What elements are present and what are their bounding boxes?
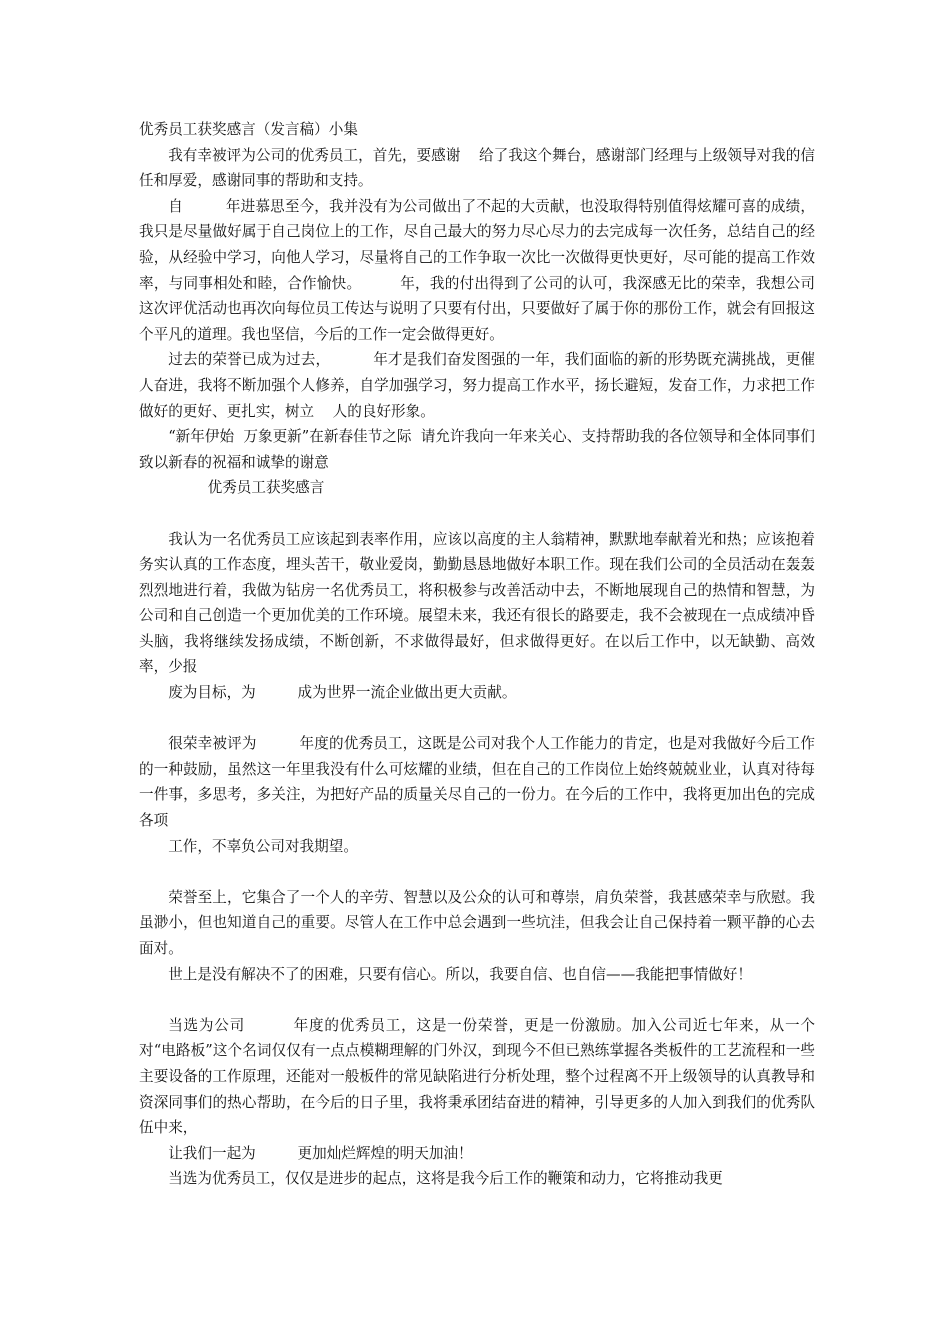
spacer (139, 706, 815, 732)
paragraph: 过去的荣誉已成为过去， 年才是我们奋发图强的一年，我们面临的新的形势既充满挑战，更催人奋进，我将不断加强个人修养，自学加强学习，努力提高工作水平，扬长避短，发奋工作，力求把工作做好的更好、更扎实，树立 人的良好形象。 (139, 351, 815, 420)
document-title: 优秀员工获奖感言（发言稿）小集 (139, 121, 358, 138)
paragraph: 当选为公司 年度的优秀员工，这是一份荣誉，更是一份激励。加入公司近七年来，从一个对“电路板”这个名词仅仅有一点点模糊理解的门外汉，到现今不但已熟练掌握各类板件的工艺流程和一些主要设备的工作原理，还能对一般板件的常见缺陷进行分析处理，整个过程离不开上级领导的认真教导和资深同事们的热心帮助，在今后的日子里，我将秉承团结奋进的精神，引导更多的人加入到我们的优秀队伍中来， (139, 1016, 815, 1137)
paragraph: 我有幸被评为公司的优秀员工，首先，要感谢 给了我这个舞台，感谢部门经理与上级领导对我的信任和厚爱，感谢同事的帮助和支持。 (139, 146, 815, 190)
paragraph: 荣誉至上，它集合了一个人的辛劳、智慧以及公众的认可和尊崇，肩负荣誉，我甚感荣幸与欣慰。我虽渺小，但也知道自己的重要。尽管人在工作中总会遇到一些坑洼，但我会让自己保持着一颗平静的心去面对。 (139, 888, 815, 957)
paragraph: 当选为优秀员工，仅仅是进步的起点，这将是我今后工作的鞭策和动力，它将推动我更 (168, 1170, 723, 1188)
spacer (139, 987, 815, 1013)
paragraph: 废为目标，为 成为世界一流企业做出更大贡献。 (168, 684, 517, 702)
document-body (139, 117, 815, 1192)
paragraph: 世上是没有解决不了的困难，只要有信心。所以，我要自信、也自信——我能把事情做好！ (168, 965, 752, 983)
spacer (139, 859, 815, 885)
section-subtitle: 优秀员工获奖感言 (207, 479, 325, 497)
paragraph: 我认为一名优秀员工应该起到表率作用，应该以高度的主人翁精神，默默地奉献着光和热；应该抱着务实认真的工作态度，埋头苦干，敬业爱岗，勤勤恳恳地做好本职工作。现在我们公司的全员活动在轰轰烈烈地进行着，我做为钻房一名优秀员工，将积极参与改善活动中去，不断地展现自己的热情和智慧，为公司和自己创造一个更加优美的工作环境。展望未来，我还有很长的路要走，我不会被现在一点成绩冲昏头脑，我将继续发扬成绩，不断创新，不求做得最好，但求做得更好。在以后工作中，以无缺勤、高效率，少报 (139, 530, 815, 676)
paragraph: 自 年进慕思至今，我并没有为公司做出了不起的大贡献，也没取得特别值得炫耀可喜的成绩，我只是尽量做好属于自己岗位上的工作，尽自己最大的努力尽心尽力的去完成每一次任务，总结自己的经验，从经验中学习，向他人学习，尽量将自己的工作争取一次比一次做得更快更好，尽可能的提高工作效率，与同事相处和睦，合作愉快。 年，我的付出得到了公司的认可，我深感无比的荣幸，我想公司这次评优活动也再次向每位员工传达与说明了只要有付出，只要做好了属于你的那份工作，就会有回报这个平凡的道理。我也坚信，今后的工作一定会做得更好。 (139, 197, 815, 343)
paragraph: 很荣幸被评为 年度的优秀员工，这既是公司对我个人工作能力的肯定，也是对我做好今后工作的一种鼓励，虽然这一年里我没有什么可炫耀的业绩，但在自己的工作岗位上始终兢兢业业，认真对待每一件事，多思考，多关注，为把好产品的质量关尽自己的一份力。在今后的工作中，我将更加出色的完成各项 (139, 735, 815, 830)
paragraph: “新年伊始 万象更新”在新春佳节之际 请允许我向一年来关心、支持帮助我的各位领导和全体同事们致以新春的祝福和诚挚的谢意 (139, 428, 815, 471)
spacer (139, 501, 815, 527)
paragraph: 工作，不辜负公司对我期望。 (168, 837, 358, 855)
paragraph: 让我们一起为 更加灿烂辉煌的明天加油！ (168, 1144, 473, 1162)
